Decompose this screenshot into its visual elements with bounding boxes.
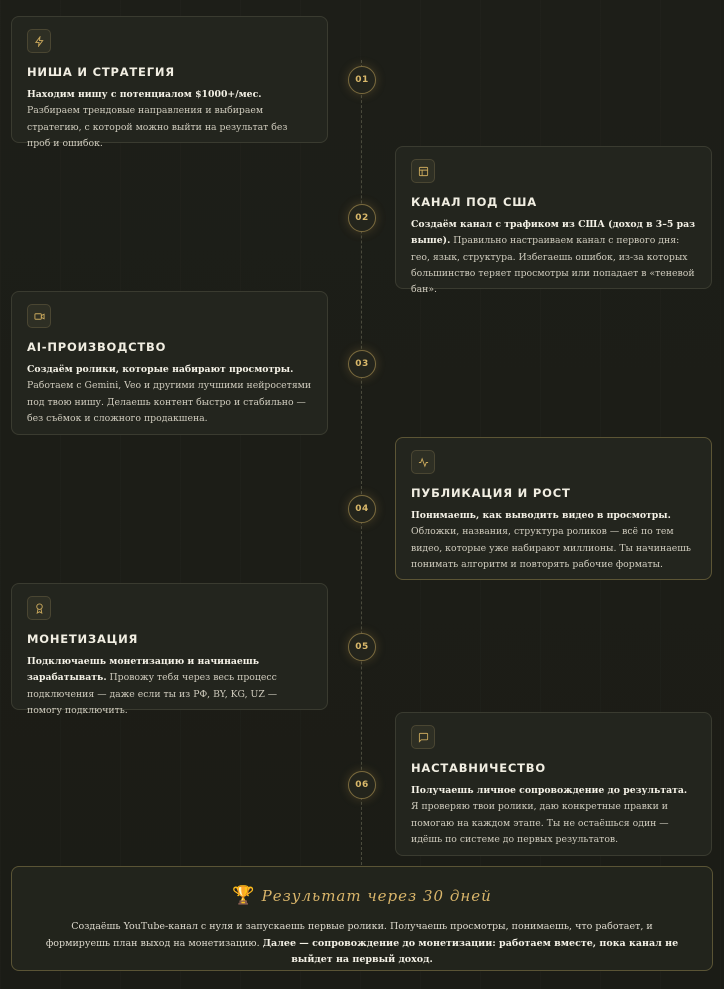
step-card-6 <box>395 712 712 856</box>
video-icon <box>27 304 51 328</box>
step-card-3 <box>11 291 328 435</box>
step-text <box>411 217 696 298</box>
result-description: Создаёшь YouTube-канал с нуля и запускаешь первые ролики. Получаешь просмотры, понимаешь, что работает, и формируешь план выход на монетизацию. <box>45 921 653 949</box>
timeline-line <box>361 60 362 865</box>
step-number-4: 04 <box>348 495 376 523</box>
step-lead: Подключаешь монетизацию и начинаешь зарабатывать. <box>27 656 260 684</box>
step-text <box>27 87 312 152</box>
step-description: Работаем с Gemini, Veo и другими лучшими нейросетями под твою нишу. Делаешь контент быстро и стабильно — без съёмок и сложного продакшена. <box>27 380 312 424</box>
step-title: НАСТАВНИЧЕСТВО <box>411 761 546 775</box>
step-title: НИША И СТРАТЕГИЯ <box>27 65 175 79</box>
step-number-3: 03 <box>348 350 376 378</box>
step-number-2: 02 <box>348 204 376 232</box>
step-text <box>27 362 312 427</box>
step-description: Обложки, названия, структура роликов — всё по тем видео, которые уже набирают миллионы. Ты начинаешь понимать алгоритм и повторять рабочие форматы. <box>411 526 691 570</box>
step-card-4 <box>395 437 712 580</box>
chat-icon <box>411 725 435 749</box>
step-number-6: 06 <box>348 771 376 799</box>
step-text <box>411 783 696 848</box>
result-bold-text: Далее — сопровождение до монетизации: работаем вместе, пока канал не выйдет на первый доход. <box>262 937 679 965</box>
step-lead: Создаём канал с трафиком из США (доход в 3–5 раз выше). <box>411 219 696 247</box>
step-number-1: 01 <box>348 66 376 94</box>
step-lead: Получаешь личное сопровождение до результата. <box>411 785 688 796</box>
activity-icon <box>411 450 435 474</box>
step-title: КАНАЛ ПОД США <box>411 195 537 209</box>
step-text <box>411 508 696 573</box>
step-title: AI-ПРОИЗВОДСТВО <box>27 340 167 354</box>
step-lead: Понимаешь, как выводить видео в просмотры. <box>411 510 671 521</box>
step-description: Провожу тебя через весь процесс подключения — даже если ты из РФ, BY, KG, UZ — помогу подключить. <box>27 672 278 716</box>
step-title: ПУБЛИКАЦИЯ И РОСТ <box>411 486 571 500</box>
step-description: Разбираем трендовые направления и выбираем стратегию, с которой можно выйти на результат без проб и ошибок. <box>27 105 288 149</box>
step-lead: Находим нишу с потенциалом $1000+/мес. <box>27 89 262 100</box>
step-description: Я проверяю твои ролики, даю конкретные правки и помогаю на каждом этапе. Ты не остаёшься один — идёшь по системе до первых результатов. <box>411 801 669 845</box>
step-card-2 <box>395 146 712 296</box>
result-text <box>12 919 712 969</box>
step-lead: Создаём ролики, которые набирают просмотры. <box>27 364 294 375</box>
trophy-icon: 🏆 <box>232 885 256 906</box>
result-heading <box>12 885 712 906</box>
result-title: Результат через 30 дней <box>261 886 492 905</box>
step-number-5: 05 <box>348 633 376 661</box>
step-card-1 <box>11 16 328 149</box>
lightning-icon <box>27 29 51 53</box>
result-card <box>11 866 713 971</box>
step-description: Правильно настраиваем канал с первого дня: гео, язык, структура. Избегаешь ошибок, из-за которых большинство теряет просмотры или попадает в «теневой бан». <box>411 235 695 296</box>
award-icon <box>27 596 51 620</box>
step-title: МОНЕТИЗАЦИЯ <box>27 632 139 646</box>
step-card-5 <box>11 583 328 716</box>
layout-icon <box>411 159 435 183</box>
step-text <box>27 654 312 719</box>
